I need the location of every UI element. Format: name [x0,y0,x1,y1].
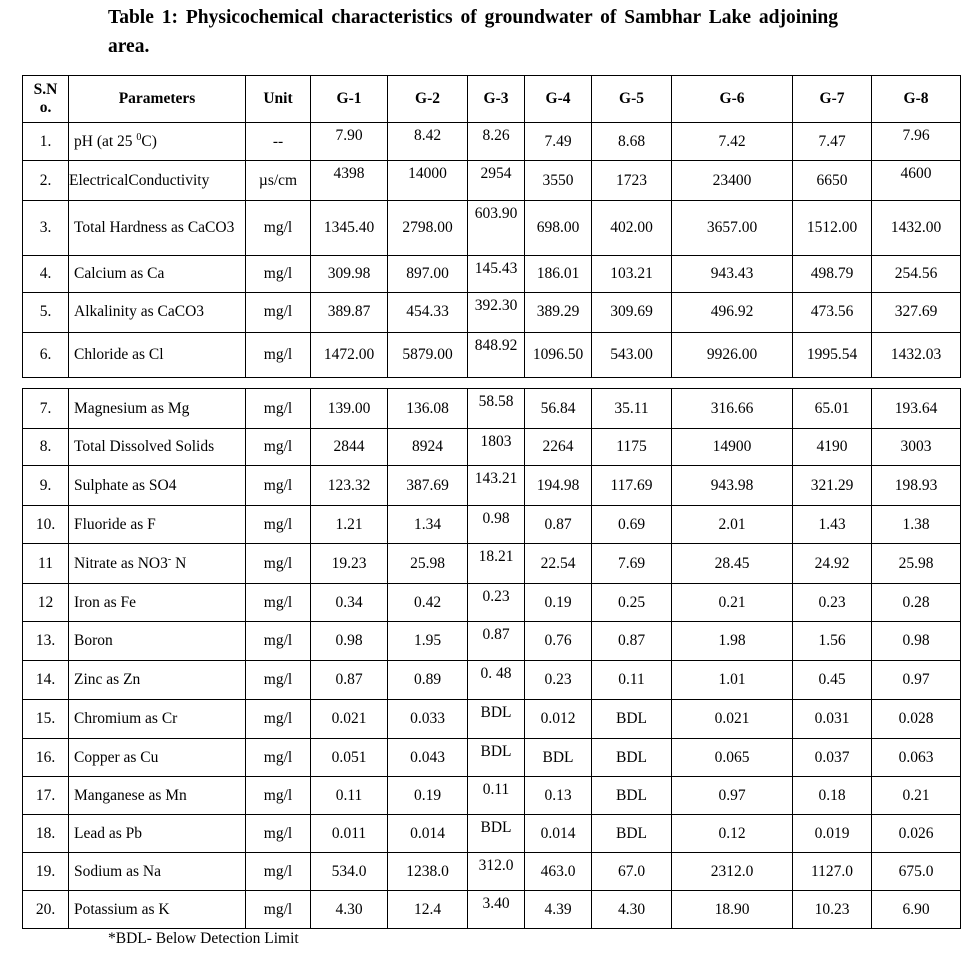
row-value: 1432.00 [872,201,961,255]
row-value: 0.21 [872,777,961,815]
row-value: 24.92 [793,544,872,584]
row-value: 19.23 [311,544,388,584]
row-sno: 9. [23,466,69,506]
row-sno: 17. [23,777,69,815]
row-value: BDL [525,739,592,777]
header-site: G-7 [793,76,872,123]
row-value: 4398 [311,161,388,201]
row-value: 0.23 [468,584,525,622]
row-parameter: Sulphate as SO4 [69,466,246,506]
header-site: G-8 [872,76,961,123]
row-value: 309.69 [592,292,672,332]
row-unit: mg/l [246,466,311,506]
row-value: 8924 [388,429,468,466]
row-value: 0.051 [311,739,388,777]
row-value: 0.69 [592,506,672,544]
row-value: BDL [592,700,672,739]
row-value: 0.28 [872,584,961,622]
table-row [23,853,961,891]
row-value: 3003 [872,429,961,466]
row-value: 8.68 [592,123,672,161]
row-value: 312.0 [468,853,525,891]
row-value: 1.34 [388,506,468,544]
row-value: 0.031 [793,700,872,739]
row-value: 0.014 [388,815,468,853]
row-parameter: Boron [69,622,246,661]
row-value: 8.42 [388,123,468,161]
row-value: 23400 [672,161,793,201]
row-sno: 16. [23,739,69,777]
row-value: 1175 [592,429,672,466]
row-value: 389.87 [311,292,388,332]
row-value: 186.01 [525,255,592,292]
row-value: 603.90 [468,201,525,255]
row-parameter: Iron as Fe [69,584,246,622]
row-parameter: Manganese as Mn [69,777,246,815]
row-value: 0.97 [672,777,793,815]
row-value: 6.90 [872,891,961,929]
row-value: 0.028 [872,700,961,739]
row-value: 7.90 [311,123,388,161]
table-row [23,661,961,700]
row-value: 316.66 [672,389,793,429]
row-value: 56.84 [525,389,592,429]
table-row [23,739,961,777]
row-value: 327.69 [872,292,961,332]
row-unit: mg/l [246,777,311,815]
table-row [23,292,961,332]
row-unit: mg/l [246,544,311,584]
header-site: G-2 [388,76,468,123]
row-sno: 12 [23,584,69,622]
row-value: 12.4 [388,891,468,929]
table-row [23,466,961,506]
row-sno: 10. [23,506,69,544]
data-table-part-2 [22,388,961,929]
row-parameter: Nitrate as NO3- N [69,544,246,584]
row-value: 1345.40 [311,201,388,255]
header-unit: Unit [246,76,311,123]
row-unit: mg/l [246,429,311,466]
row-unit: mg/l [246,389,311,429]
row-value: 0.23 [525,661,592,700]
row-value: 0.23 [793,584,872,622]
row-value: 3657.00 [672,201,793,255]
row-value: 103.21 [592,255,672,292]
row-value: 1127.0 [793,853,872,891]
row-value: 4.39 [525,891,592,929]
row-value: 387.69 [388,466,468,506]
row-unit: mg/l [246,201,311,255]
row-value: 0.19 [388,777,468,815]
row-sno: 6. [23,332,69,377]
row-value: 0.11 [592,661,672,700]
row-value: 0.063 [872,739,961,777]
row-value: 389.29 [525,292,592,332]
row-value: 0.037 [793,739,872,777]
row-value: 0.11 [311,777,388,815]
row-unit: -- [246,123,311,161]
row-parameter: Total Hardness as CaCO3 [69,201,246,255]
row-value: 8.26 [468,123,525,161]
row-parameter: Fluoride as F [69,506,246,544]
row-value: 136.08 [388,389,468,429]
row-value: 848.92 [468,332,525,377]
row-value: BDL [592,777,672,815]
row-value: 1.38 [872,506,961,544]
row-value: 0.043 [388,739,468,777]
row-value: 25.98 [872,544,961,584]
row-sno: 20. [23,891,69,929]
row-value: 943.43 [672,255,793,292]
row-value: 117.69 [592,466,672,506]
table-row [23,777,961,815]
row-value: 18.21 [468,544,525,584]
row-sno: 1. [23,123,69,161]
table-row [23,161,961,201]
row-value: 0.98 [872,622,961,661]
row-unit: mg/l [246,332,311,377]
row-value: BDL [468,815,525,853]
row-parameter: Zinc as Zn [69,661,246,700]
row-value: 4.30 [311,891,388,929]
row-value: 1.98 [672,622,793,661]
row-value: 35.11 [592,389,672,429]
row-value: 4600 [872,161,961,201]
row-value: 309.98 [311,255,388,292]
row-value: 0.11 [468,777,525,815]
row-value: 897.00 [388,255,468,292]
header-site: G-6 [672,76,793,123]
row-value: 0.019 [793,815,872,853]
row-value: BDL [592,739,672,777]
row-value: 402.00 [592,201,672,255]
row-value: 22.54 [525,544,592,584]
row-unit: mg/l [246,891,311,929]
row-value: 2.01 [672,506,793,544]
row-unit: mg/l [246,815,311,853]
row-value: 3.40 [468,891,525,929]
row-value: 0. 48 [468,661,525,700]
row-value: 28.45 [672,544,793,584]
row-parameter: Calcium as Ca [69,255,246,292]
row-value: 6650 [793,161,872,201]
row-value: 0.021 [672,700,793,739]
row-value: 0.21 [672,584,793,622]
header-sno: S.N o. [23,76,69,123]
table-row [23,506,961,544]
row-value: 0.89 [388,661,468,700]
row-value: 194.98 [525,466,592,506]
row-value: 25.98 [388,544,468,584]
table-row [23,332,961,377]
row-value: 0.87 [468,622,525,661]
table-row [23,544,961,584]
row-sno: 4. [23,255,69,292]
row-value: 7.47 [793,123,872,161]
row-value: 0.021 [311,700,388,739]
row-parameter: Sodium as Na [69,853,246,891]
row-value: 534.0 [311,853,388,891]
row-value: 0.45 [793,661,872,700]
row-value: 145.43 [468,255,525,292]
row-parameter: Magnesium as Mg [69,389,246,429]
row-sno: 18. [23,815,69,853]
row-value: 2312.0 [672,853,793,891]
row-value: 1512.00 [793,201,872,255]
row-sno: 7. [23,389,69,429]
row-value: 0.98 [468,506,525,544]
row-value: 496.92 [672,292,793,332]
row-unit: µs/cm [246,161,311,201]
row-value: 0.011 [311,815,388,853]
row-value: 454.33 [388,292,468,332]
table-row [23,891,961,929]
row-value: 18.90 [672,891,793,929]
row-unit: mg/l [246,584,311,622]
row-value: 1.21 [311,506,388,544]
row-value: 943.98 [672,466,793,506]
row-value: 0.12 [672,815,793,853]
row-value: BDL [468,700,525,739]
row-sno: 5. [23,292,69,332]
row-value: 0.026 [872,815,961,853]
row-value: 0.98 [311,622,388,661]
row-parameter: Alkalinity as CaCO3 [69,292,246,332]
row-sno: 8. [23,429,69,466]
row-value: 0.25 [592,584,672,622]
row-value: 254.56 [872,255,961,292]
row-parameter: Copper as Cu [69,739,246,777]
row-sno: 14. [23,661,69,700]
header-site: G-4 [525,76,592,123]
row-value: 67.0 [592,853,672,891]
row-value: 0.19 [525,584,592,622]
row-value: BDL [592,815,672,853]
row-value: 4.30 [592,891,672,929]
data-table-part-1 [22,75,961,378]
row-value: 498.79 [793,255,872,292]
row-sno: 15. [23,700,69,739]
row-value: 463.0 [525,853,592,891]
row-value: 1472.00 [311,332,388,377]
row-value: 321.29 [793,466,872,506]
header-parameters: Parameters [69,76,246,123]
row-value: 1432.03 [872,332,961,377]
row-value: 1995.54 [793,332,872,377]
row-parameter: ElectricalConductivity [69,161,246,201]
row-value: 5879.00 [388,332,468,377]
row-value: 473.56 [793,292,872,332]
row-value: 2844 [311,429,388,466]
footnote: *BDL- Below Detection Limit [108,930,299,947]
row-value: 2954 [468,161,525,201]
row-value: 0.87 [311,661,388,700]
row-value: 7.49 [525,123,592,161]
table-title: Table 1: Physicochemical characteristics of groundwater of Sambhar Lake adjoining area. [108,7,838,57]
row-value: 4190 [793,429,872,466]
header-site: G-3 [468,76,525,123]
row-value: 3550 [525,161,592,201]
row-value: 392.30 [468,292,525,332]
row-value: 193.64 [872,389,961,429]
table-row [23,622,961,661]
row-value: 143.21 [468,466,525,506]
row-value: 65.01 [793,389,872,429]
row-value: 0.014 [525,815,592,853]
row-value: 0.76 [525,622,592,661]
row-parameter: Chromium as Cr [69,700,246,739]
row-value: BDL [468,739,525,777]
row-unit: mg/l [246,506,311,544]
header-row [23,76,961,123]
row-value: 198.93 [872,466,961,506]
row-unit: mg/l [246,853,311,891]
row-value: 1.43 [793,506,872,544]
row-value: 14000 [388,161,468,201]
row-sno: 11 [23,544,69,584]
row-value: 14900 [672,429,793,466]
header-site: G-5 [592,76,672,123]
row-value: 139.00 [311,389,388,429]
row-value: 7.96 [872,123,961,161]
table-row [23,700,961,739]
table-row [23,389,961,429]
row-value: 2264 [525,429,592,466]
row-value: 0.42 [388,584,468,622]
row-parameter: Chloride as Cl [69,332,246,377]
row-value: 0.012 [525,700,592,739]
table-row [23,584,961,622]
row-sno: 19. [23,853,69,891]
row-value: 7.42 [672,123,793,161]
row-value: 10.23 [793,891,872,929]
row-parameter: Potassium as K [69,891,246,929]
row-value: 7.69 [592,544,672,584]
row-value: 543.00 [592,332,672,377]
header-site: G-1 [311,76,388,123]
row-value: 123.32 [311,466,388,506]
row-value: 1.56 [793,622,872,661]
row-value: 2798.00 [388,201,468,255]
row-value: 1.01 [672,661,793,700]
row-parameter: pH (at 25 $^0$C) [69,123,246,161]
row-unit: mg/l [246,661,311,700]
table-row [23,201,961,255]
row-value: 0.97 [872,661,961,700]
row-value: 0.13 [525,777,592,815]
row-value: 1.95 [388,622,468,661]
row-sno: 3. [23,201,69,255]
row-unit: mg/l [246,700,311,739]
row-value: 0.033 [388,700,468,739]
row-unit: mg/l [246,255,311,292]
row-value: 58.58 [468,389,525,429]
table-row [23,429,961,466]
row-value: 0.34 [311,584,388,622]
row-value: 0.18 [793,777,872,815]
row-value: 1803 [468,429,525,466]
row-value: 9926.00 [672,332,793,377]
row-parameter: Lead as Pb [69,815,246,853]
row-value: 0.065 [672,739,793,777]
row-value: 1723 [592,161,672,201]
table-row [23,815,961,853]
row-value: 0.87 [525,506,592,544]
row-unit: mg/l [246,292,311,332]
row-parameter: Total Dissolved Solids [69,429,246,466]
row-unit: mg/l [246,622,311,661]
row-value: 698.00 [525,201,592,255]
table-row [23,255,961,292]
row-value: 675.0 [872,853,961,891]
row-sno: 2. [23,161,69,201]
row-value: 1238.0 [388,853,468,891]
row-unit: mg/l [246,739,311,777]
row-sno: 13. [23,622,69,661]
row-value: 1096.50 [525,332,592,377]
row-value: 0.87 [592,622,672,661]
table-row [23,123,961,161]
